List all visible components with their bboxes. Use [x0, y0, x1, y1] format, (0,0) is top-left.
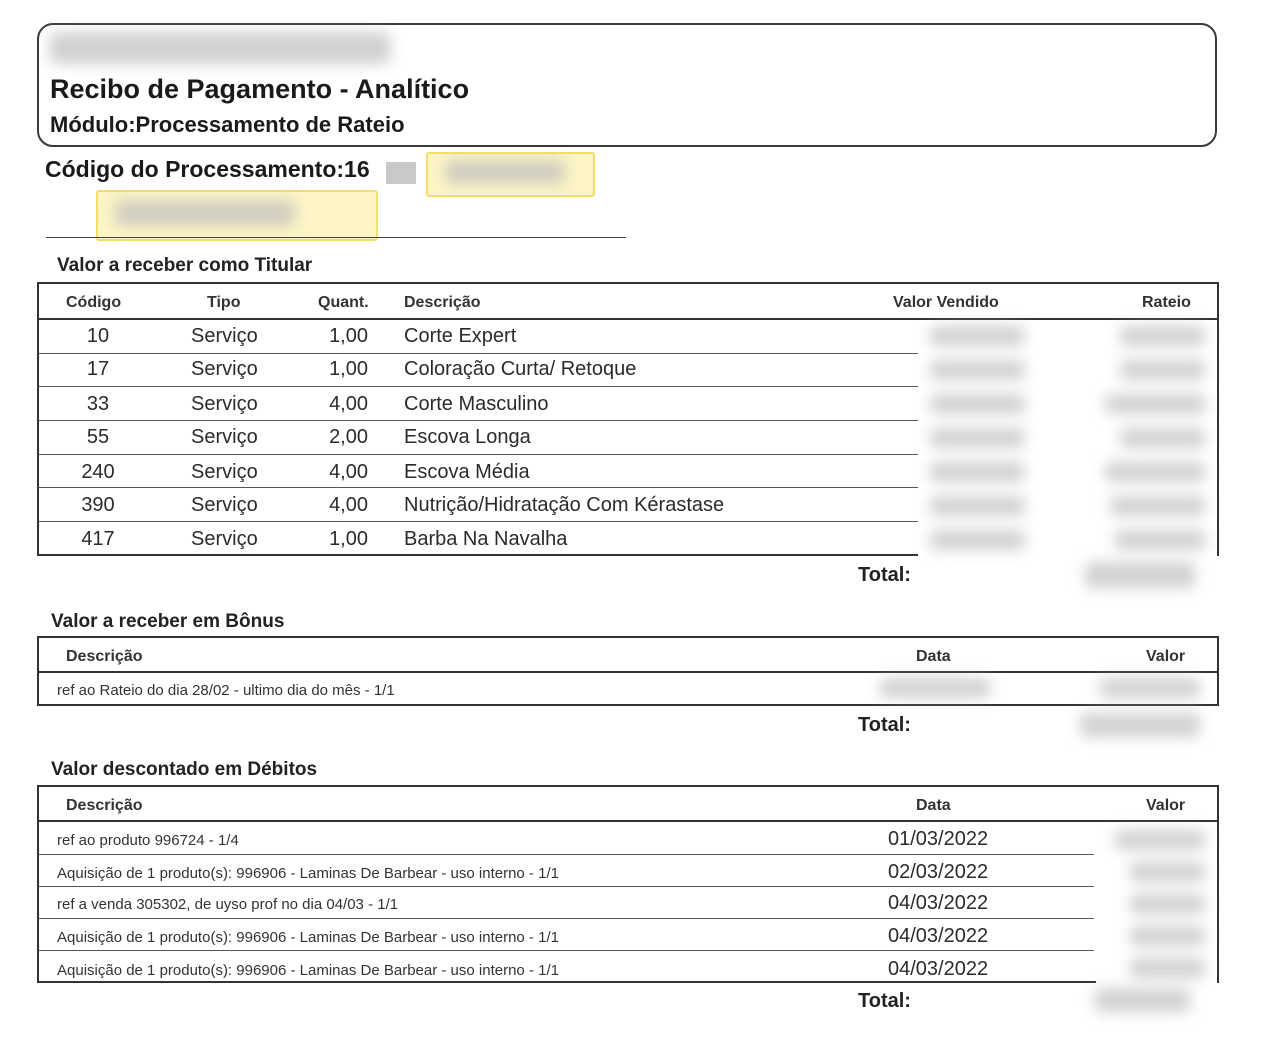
bonus-header-line [37, 671, 1219, 673]
debitos-table [37, 785, 1219, 983]
table-cell-descricao: Corte Masculino [404, 393, 549, 415]
redacted-valor [1100, 678, 1200, 698]
redacted-professional-name [115, 200, 295, 226]
bonus-col-data: Data [916, 648, 951, 665]
bonus-section-title: Valor a receber em Bônus [51, 611, 285, 632]
debitos-total-label: Total: [858, 990, 911, 1012]
redacted-valor [930, 394, 1025, 414]
table-cell-data: 04/03/2022 [888, 892, 989, 914]
redacted-debitos-total [1095, 988, 1190, 1012]
table-cell-tipo: Serviço [191, 426, 258, 448]
redacted-valor [1115, 830, 1205, 850]
table-cell-codigo: 33 [86, 393, 110, 415]
redacted-valor [1130, 958, 1205, 978]
table-cell-descricao: Escova Média [404, 461, 530, 483]
row-divider [38, 386, 918, 387]
redacted-valor [1130, 862, 1205, 882]
redacted-valor [930, 428, 1025, 448]
redacted-titular-total [1085, 562, 1195, 588]
titular-section-title: Valor a receber como Titular [57, 255, 313, 276]
redacted-rateio [1110, 496, 1205, 516]
row-divider [38, 454, 918, 455]
redacted-valor [930, 360, 1025, 380]
debitos-section-title: Valor descontado em Débitos [51, 759, 318, 780]
redacted-rateio [1120, 360, 1205, 380]
row-divider [38, 886, 1094, 887]
processing-code-label: Código do Processamento: [45, 156, 345, 182]
table-cell-quant: 2,00 [329, 426, 368, 448]
table-cell-descricao: ref ao Rateio do dia 28/02 - ultimo dia do mês - 1/1 [57, 682, 395, 699]
redacted-company-name [50, 32, 390, 64]
table-cell-descricao: Aquisição de 1 produto(s): 996906 - Laminas De Barbear - uso interno - 1/1 [57, 865, 559, 882]
redacted-value [445, 160, 565, 184]
table-cell-codigo: 240 [81, 461, 115, 483]
table-cell-data: 04/03/2022 [888, 925, 989, 947]
row-divider [38, 854, 1094, 855]
col-quant: Quant. [318, 294, 369, 311]
table-cell-quant: 4,00 [329, 494, 368, 516]
row-divider [38, 487, 918, 488]
row-divider [38, 918, 1094, 919]
table-cell-codigo: 390 [81, 494, 115, 516]
row-divider [38, 521, 918, 522]
module-line [50, 112, 405, 138]
table-cell-quant: 4,00 [329, 393, 368, 415]
debitos-col-data: Data [916, 797, 951, 814]
bonus-col-descricao: Descrição [66, 648, 143, 665]
table-cell-quant: 1,00 [329, 325, 368, 347]
table-cell-quant: 4,00 [329, 461, 368, 483]
redacted-date [880, 678, 990, 698]
col-tipo: Tipo [207, 294, 241, 311]
col-valor-vendido: Valor Vendido [893, 294, 999, 311]
module-value: Processamento de Rateio [135, 112, 405, 137]
table-cell-descricao: Aquisição de 1 produto(s): 996906 - Laminas De Barbear - uso interno - 1/1 [57, 929, 559, 946]
redacted-valor [1130, 894, 1205, 914]
table-cell-descricao: Corte Expert [404, 325, 517, 347]
processing-code-digits: 16 [344, 156, 370, 182]
table-cell-codigo: 10 [86, 325, 110, 347]
table-cell-tipo: Serviço [191, 358, 258, 380]
redacted-rateio [1105, 394, 1205, 414]
table-cell-quant: 1,00 [329, 358, 368, 380]
bonus-total-label: Total: [858, 714, 911, 736]
module-label: Módulo: [50, 112, 136, 137]
debitos-header-line [37, 820, 1219, 822]
col-codigo: Código [66, 294, 122, 311]
table-cell-descricao: ref ao produto 996724 - 1/4 [57, 832, 239, 849]
table-cell-data: 04/03/2022 [888, 958, 989, 980]
redacted-rateio [1105, 462, 1205, 482]
table-cell-descricao: Barba Na Navalha [404, 528, 568, 550]
table-cell-quant: 1,00 [329, 528, 368, 550]
table-cell-tipo: Serviço [191, 325, 258, 347]
table-cell-descricao: Aquisição de 1 produto(s): 996906 - Laminas De Barbear - uso interno - 1/1 [57, 962, 559, 979]
redacted-valor [930, 530, 1025, 550]
table-cell-descricao: ref a venda 305302, de uyso prof no dia 04/03 - 1/1 [57, 896, 399, 913]
redacted-rateio [1115, 530, 1205, 550]
debitos-col-valor: Valor [1146, 797, 1186, 814]
table-cell-tipo: Serviço [191, 393, 258, 415]
divider [46, 237, 626, 238]
redacted-valor [930, 462, 1025, 482]
table-cell-tipo: Serviço [191, 528, 258, 550]
col-rateio: Rateio [1142, 294, 1191, 311]
redacted-bonus-total [1080, 713, 1200, 737]
table-cell-codigo: 17 [86, 358, 110, 380]
debitos-col-descricao: Descrição [66, 797, 143, 814]
table-cell-descricao: Nutrição/Hidratação Com Kérastase [404, 494, 725, 516]
table-cell-tipo: Serviço [191, 461, 258, 483]
row-divider [38, 420, 918, 421]
redacted-valor [930, 326, 1025, 346]
table-cell-codigo: 55 [86, 426, 110, 448]
page-title: Recibo de Pagamento - Analítico [50, 74, 470, 104]
table-cell-descricao: Escova Longa [404, 426, 531, 448]
redacted-valor [1130, 926, 1205, 946]
redacted-code-suffix [386, 162, 416, 184]
table-cell-tipo: Serviço [191, 494, 258, 516]
table-cell-data: 02/03/2022 [888, 861, 989, 883]
table-cell-codigo: 417 [81, 528, 115, 550]
row-divider [38, 353, 918, 354]
col-descricao: Descrição [404, 294, 481, 311]
table-cell-descricao: Coloração Curta/ Retoque [404, 358, 637, 380]
bonus-col-valor: Valor [1146, 648, 1186, 665]
table-cell-data: 01/03/2022 [888, 828, 989, 850]
redacted-valor [930, 496, 1025, 516]
row-divider [38, 950, 1094, 951]
redacted-rateio [1120, 326, 1205, 346]
redacted-rateio [1120, 428, 1205, 448]
titular-total-label: Total: [858, 564, 911, 586]
processing-code [45, 156, 370, 183]
